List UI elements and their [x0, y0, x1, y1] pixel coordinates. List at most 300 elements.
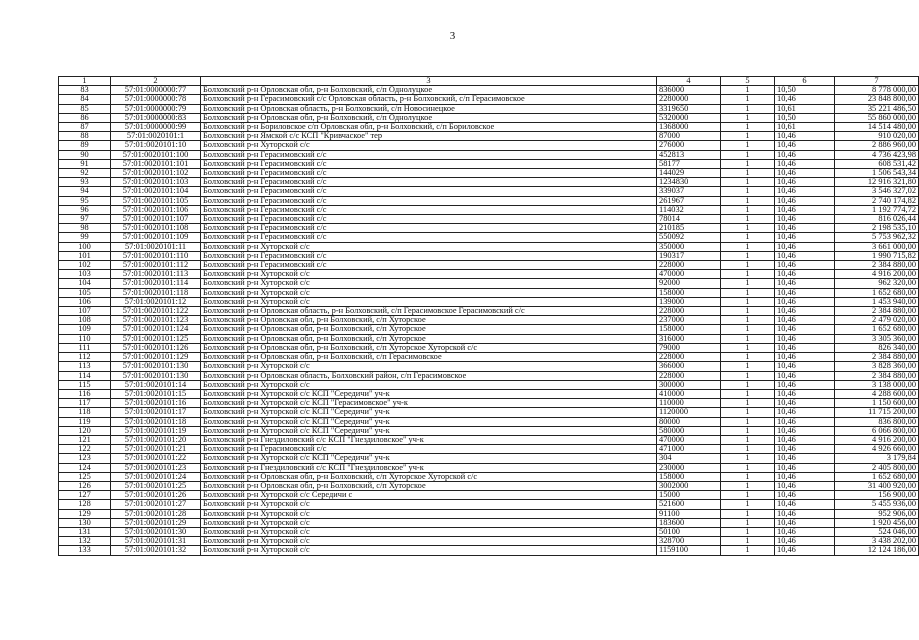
table-row — [59, 454, 919, 463]
row-number: 114 — [59, 371, 111, 380]
column-header: 7 — [835, 77, 919, 86]
count-value: 1 — [721, 132, 775, 141]
rate-value: 10,46 — [775, 205, 835, 214]
row-number: 119 — [59, 417, 111, 426]
cost-value: 1 453 940,00 — [835, 297, 919, 306]
count-value: 1 — [721, 435, 775, 444]
cadastral-number: 57:01:0020101:12 — [111, 297, 201, 306]
cost-value: 4 288 600,00 — [835, 389, 919, 398]
cadastral-number: 57:01:0000000:99 — [111, 123, 201, 132]
count-value: 1 — [721, 417, 775, 426]
cadastral-number: 57:01:0020101:118 — [111, 288, 201, 297]
rate-value: 10,50 — [775, 113, 835, 122]
area-value: 237000 — [657, 316, 721, 325]
row-number: 123 — [59, 454, 111, 463]
cost-value: 2 479 020,00 — [835, 316, 919, 325]
rate-value: 10,46 — [775, 500, 835, 509]
area-value: 139000 — [657, 297, 721, 306]
count-value: 1 — [721, 518, 775, 527]
count-value: 1 — [721, 242, 775, 251]
row-number: 115 — [59, 380, 111, 389]
location-address: Болховский р-н Герасимовский с/с — [201, 169, 657, 178]
cost-value: 6 066 800,00 — [835, 426, 919, 435]
location-address: Болховский р-н Герасимовский с/с — [201, 196, 657, 205]
cadastral-number: 57:01:0020101:18 — [111, 417, 201, 426]
row-number: 83 — [59, 86, 111, 95]
cadastral-number: 57:01:0020101:29 — [111, 518, 201, 527]
area-value: 550092 — [657, 233, 721, 242]
area-value: 80000 — [657, 417, 721, 426]
count-value: 1 — [721, 491, 775, 500]
cadastral-number: 57:01:0020101:14 — [111, 380, 201, 389]
count-value: 1 — [721, 288, 775, 297]
area-value: 190317 — [657, 251, 721, 260]
row-number: 87 — [59, 123, 111, 132]
location-address: Болховский р-н Орловская обл, р-н Болховский, с/п Герасимовское — [201, 353, 657, 362]
rate-value: 10,46 — [775, 491, 835, 500]
row-number: 88 — [59, 132, 111, 141]
location-address: Болховский р-н Хуторской с/с — [201, 527, 657, 536]
count-value: 1 — [721, 307, 775, 316]
area-value: 5320000 — [657, 113, 721, 122]
cost-value: 1 150 600,00 — [835, 399, 919, 408]
cost-value: 826 340,00 — [835, 343, 919, 352]
cadastral-number: 57:01:0020101:11 — [111, 242, 201, 251]
cost-value: 910 020,00 — [835, 132, 919, 141]
location-address: Болховский р-н Гнездиловский с/с КСП "Гнездиловское" уч-к — [201, 435, 657, 444]
area-value: 114032 — [657, 205, 721, 214]
location-address: Болховский р-н Орловская обл, р-н Болховский, с/п Хуторское — [201, 316, 657, 325]
rate-value: 10,46 — [775, 353, 835, 362]
location-address: Болховский р-н Хуторской с/с КСП "Середичи" уч-к — [201, 454, 657, 463]
area-value: 158000 — [657, 325, 721, 334]
cadastral-number: 57:01:0020101:1 — [111, 132, 201, 141]
rate-value: 10,46 — [775, 481, 835, 490]
cadastral-number: 57:01:0020101:112 — [111, 261, 201, 270]
rate-value: 10,46 — [775, 242, 835, 251]
location-address: Болховский р-н Хуторской с/с — [201, 500, 657, 509]
cost-value: 2 198 535,10 — [835, 224, 919, 233]
rate-value: 10,46 — [775, 288, 835, 297]
location-address: Болховский р-н Хуторской с/с — [201, 537, 657, 546]
rate-value: 10,46 — [775, 445, 835, 454]
cost-value: 23 848 800,00 — [835, 95, 919, 104]
cadastral-number: 57:01:0020101:129 — [111, 353, 201, 362]
location-address: Болховский р-н Хуторской с/с КСП "Середичи" уч-к — [201, 408, 657, 417]
rate-value: 10,46 — [775, 270, 835, 279]
table-row — [59, 187, 919, 196]
cadastral-number: 57:01:0020101:102 — [111, 169, 201, 178]
rate-value: 10,46 — [775, 472, 835, 481]
column-header: 4 — [657, 77, 721, 86]
cadastral-number: 57:01:0020101:21 — [111, 445, 201, 454]
cadastral-number: 57:01:0020101:20 — [111, 435, 201, 444]
cost-value: 1 652 680,00 — [835, 325, 919, 334]
table-row — [59, 279, 919, 288]
cost-value: 1 990 715,82 — [835, 251, 919, 260]
rate-value: 10,46 — [775, 316, 835, 325]
row-number: 91 — [59, 159, 111, 168]
count-value: 1 — [721, 463, 775, 472]
location-address: Болховский р-н Орловская обл, р-н Болховский, с/п Хуторское Хуторской с/с — [201, 343, 657, 352]
area-value: 470000 — [657, 270, 721, 279]
rate-value: 10,46 — [775, 150, 835, 159]
row-number: 120 — [59, 426, 111, 435]
cost-value: 3 138 000,00 — [835, 380, 919, 389]
cadastral-number: 57:01:0020101:124 — [111, 325, 201, 334]
row-number: 98 — [59, 224, 111, 233]
cost-value: 4 926 660,00 — [835, 445, 919, 454]
cadastral-number: 57:01:0020101:19 — [111, 426, 201, 435]
area-value: 836000 — [657, 86, 721, 95]
cadastral-number: 57:01:0020101:114 — [111, 279, 201, 288]
cadastral-number: 57:01:0020101:106 — [111, 205, 201, 214]
rate-value: 10,46 — [775, 509, 835, 518]
cost-value: 35 221 486,50 — [835, 104, 919, 113]
table-row — [59, 95, 919, 104]
location-address: Болховский р-н Бориловское с/п Орловская обл, р-н Болховский, с/п Бориловское — [201, 123, 657, 132]
cost-value: 4 916 200,00 — [835, 435, 919, 444]
row-number: 106 — [59, 297, 111, 306]
row-number: 95 — [59, 196, 111, 205]
rate-value: 10,46 — [775, 463, 835, 472]
location-address: Болховский р-н Герасимовский с/с — [201, 159, 657, 168]
row-number: 86 — [59, 113, 111, 122]
cost-value: 3 438 202,00 — [835, 537, 919, 546]
location-address: Болховский р-н Хуторской с/с — [201, 297, 657, 306]
location-address: Болховский р-н Хуторской с/с — [201, 362, 657, 371]
location-address: Болховский р-н Ямской с/с КСП "Кривчаское" тер — [201, 132, 657, 141]
rate-value: 10,46 — [775, 537, 835, 546]
rate-value: 10,46 — [775, 426, 835, 435]
count-value: 1 — [721, 399, 775, 408]
count-value: 1 — [721, 362, 775, 371]
row-number: 122 — [59, 445, 111, 454]
cost-value: 11 715 200,00 — [835, 408, 919, 417]
location-address: Болховский р-н Орловская обл, р-н Болховский, с/п Хуторское — [201, 334, 657, 343]
location-address: Болховский р-н Орловская область, Болховский район, с/п Герасимовское — [201, 371, 657, 380]
cost-value: 14 514 480,00 — [835, 123, 919, 132]
location-address: Болховский р-н Герасимовский с/с — [201, 150, 657, 159]
cost-value: 3 305 360,00 — [835, 334, 919, 343]
row-number: 108 — [59, 316, 111, 325]
location-address: Болховский р-н Гнездиловский с/с КСП "Гнездиловское" уч-к — [201, 463, 657, 472]
row-number: 131 — [59, 527, 111, 536]
table-row — [59, 288, 919, 297]
area-value: 228000 — [657, 261, 721, 270]
cost-value: 4 736 423,98 — [835, 150, 919, 159]
rate-value: 10,46 — [775, 178, 835, 187]
rate-value: 10,46 — [775, 132, 835, 141]
location-address: Болховский р-н Хуторской с/с — [201, 518, 657, 527]
column-header: 5 — [721, 77, 775, 86]
table-row — [59, 362, 919, 371]
cadastral-number: 57:01:0020101:30 — [111, 527, 201, 536]
row-number: 97 — [59, 215, 111, 224]
area-value: 1120000 — [657, 408, 721, 417]
area-value: 261967 — [657, 196, 721, 205]
count-value: 1 — [721, 527, 775, 536]
rate-value: 10,46 — [775, 279, 835, 288]
cost-value: 524 046,00 — [835, 527, 919, 536]
row-number: 117 — [59, 399, 111, 408]
rate-value: 10,61 — [775, 104, 835, 113]
cadastral-number: 57:01:0020101:27 — [111, 500, 201, 509]
cost-value: 2 740 174,82 — [835, 196, 919, 205]
cost-value: 5 753 962,32 — [835, 233, 919, 242]
cost-value: 12 124 186,00 — [835, 546, 919, 555]
location-address: Болховский р-н Герасимовский с/с — [201, 251, 657, 260]
area-value: 471000 — [657, 445, 721, 454]
cadastral-number: 57:01:0020101:104 — [111, 187, 201, 196]
rate-value: 10,46 — [775, 334, 835, 343]
count-value: 1 — [721, 150, 775, 159]
table-row — [59, 233, 919, 242]
column-header: 6 — [775, 77, 835, 86]
rate-value: 10,46 — [775, 141, 835, 150]
location-address: Болховский р-н Хуторской с/с — [201, 509, 657, 518]
cadastral-number: 57:01:0020101:22 — [111, 454, 201, 463]
rate-value: 10,46 — [775, 307, 835, 316]
cost-value: 12 916 321,80 — [835, 178, 919, 187]
cost-value: 31 400 920,00 — [835, 481, 919, 490]
row-number: 125 — [59, 472, 111, 481]
row-number: 129 — [59, 509, 111, 518]
cost-value: 608 531,42 — [835, 159, 919, 168]
cost-value: 3 661 000,00 — [835, 242, 919, 251]
area-value: 15000 — [657, 491, 721, 500]
cost-value: 3 546 327,02 — [835, 187, 919, 196]
row-number: 124 — [59, 463, 111, 472]
cadastral-number: 57:01:0020101:107 — [111, 215, 201, 224]
area-value: 87000 — [657, 132, 721, 141]
rate-value: 10,50 — [775, 86, 835, 95]
count-value: 1 — [721, 233, 775, 242]
location-address: Болховский р-н Орловская область, р-н Болховский, с/п Новосинецкое — [201, 104, 657, 113]
cadastral-number: 57:01:0020101:130 — [111, 371, 201, 380]
location-address: Болховский р-н Герасимовский с/с — [201, 205, 657, 214]
cadastral-number: 57:01:0000000:79 — [111, 104, 201, 113]
cost-value: 836 800,00 — [835, 417, 919, 426]
count-value: 1 — [721, 472, 775, 481]
location-address: Болховский р-н Герасимовский с/с — [201, 224, 657, 233]
area-value: 521600 — [657, 500, 721, 509]
row-number: 130 — [59, 518, 111, 527]
table-row — [59, 104, 919, 113]
cost-value: 816 026,44 — [835, 215, 919, 224]
count-value: 1 — [721, 178, 775, 187]
count-value: 1 — [721, 95, 775, 104]
area-value: 228000 — [657, 307, 721, 316]
rate-value: 10,46 — [775, 224, 835, 233]
row-number: 111 — [59, 343, 111, 352]
count-value: 1 — [721, 187, 775, 196]
cadastral-number: 57:01:0020101:32 — [111, 546, 201, 555]
row-number: 104 — [59, 279, 111, 288]
count-value: 1 — [721, 334, 775, 343]
cadastral-number: 57:01:0020101:101 — [111, 159, 201, 168]
row-number: 109 — [59, 325, 111, 334]
cost-value: 1 652 680,00 — [835, 472, 919, 481]
location-address: Болховский р-н Хуторской с/с КСП "Середичи" уч-к — [201, 389, 657, 398]
rate-value: 10,46 — [775, 297, 835, 306]
cadastral-number: 57:01:0020101:10 — [111, 141, 201, 150]
cadastral-number: 57:01:0020101:130 — [111, 362, 201, 371]
rate-value: 10,46 — [775, 518, 835, 527]
rate-value: 10,46 — [775, 389, 835, 398]
count-value: 1 — [721, 481, 775, 490]
row-number: 121 — [59, 435, 111, 444]
row-number: 85 — [59, 104, 111, 113]
cost-value: 2 886 960,00 — [835, 141, 919, 150]
rate-value: 10,46 — [775, 408, 835, 417]
location-address: Болховский р-н Герасимовский с/с — [201, 261, 657, 270]
table-body — [59, 86, 919, 555]
rate-value: 10,46 — [775, 215, 835, 224]
area-value: 1159100 — [657, 546, 721, 555]
row-number: 133 — [59, 546, 111, 555]
area-value: 183600 — [657, 518, 721, 527]
cost-value: 1 920 456,00 — [835, 518, 919, 527]
count-value: 1 — [721, 104, 775, 113]
cadastral-number: 57:01:0020101:31 — [111, 537, 201, 546]
location-address: Болховский р-н Герасимовский с/с — [201, 233, 657, 242]
count-value: 1 — [721, 251, 775, 260]
area-value: 58177 — [657, 159, 721, 168]
row-number: 100 — [59, 242, 111, 251]
count-value: 1 — [721, 86, 775, 95]
count-value: 1 — [721, 279, 775, 288]
cost-value: 8 778 000,00 — [835, 86, 919, 95]
count-value: 1 — [721, 270, 775, 279]
cost-value: 55 860 000,00 — [835, 113, 919, 122]
area-value: 339037 — [657, 187, 721, 196]
cadastral-number: 57:01:0000000:83 — [111, 113, 201, 122]
area-value: 1234830 — [657, 178, 721, 187]
cadastral-number: 57:01:0020101:24 — [111, 472, 201, 481]
row-number: 132 — [59, 537, 111, 546]
location-address: Болховский р-н Хуторской с/с — [201, 242, 657, 251]
column-header: 2 — [111, 77, 201, 86]
cadastral-number: 57:01:0020101:17 — [111, 408, 201, 417]
count-value: 1 — [721, 408, 775, 417]
count-value: 1 — [721, 215, 775, 224]
rate-value: 10,46 — [775, 95, 835, 104]
row-number: 99 — [59, 233, 111, 242]
area-value: 2280000 — [657, 95, 721, 104]
cadastral-number: 57:01:0020101:15 — [111, 389, 201, 398]
row-number: 96 — [59, 205, 111, 214]
area-value: 328700 — [657, 537, 721, 546]
count-value: 1 — [721, 454, 775, 463]
count-value: 1 — [721, 113, 775, 122]
cadastral-number: 57:01:0020101:123 — [111, 316, 201, 325]
table-row — [59, 325, 919, 334]
count-value: 1 — [721, 169, 775, 178]
row-number: 127 — [59, 491, 111, 500]
area-value: 580000 — [657, 426, 721, 435]
area-value: 410000 — [657, 389, 721, 398]
cost-value: 962 320,00 — [835, 279, 919, 288]
area-value: 144029 — [657, 169, 721, 178]
area-value: 210185 — [657, 224, 721, 233]
row-number: 107 — [59, 307, 111, 316]
area-value: 79000 — [657, 343, 721, 352]
table-row — [59, 500, 919, 509]
rate-value: 10,46 — [775, 380, 835, 389]
location-address: Болховский р-н Орловская область, р-н Болховский, с/п Герасимовское Герасимовский с/с — [201, 307, 657, 316]
area-value: 3002000 — [657, 481, 721, 490]
area-value: 304 — [657, 454, 721, 463]
area-value: 228000 — [657, 371, 721, 380]
area-value: 1368000 — [657, 123, 721, 132]
cost-value: 4 916 200,00 — [835, 270, 919, 279]
count-value: 1 — [721, 205, 775, 214]
location-address: Болховский р-н Хуторской с/с КСП "Середичи" уч-к — [201, 426, 657, 435]
count-value: 1 — [721, 500, 775, 509]
count-value: 1 — [721, 224, 775, 233]
cost-value: 3 179,84 — [835, 454, 919, 463]
rate-value: 10,46 — [775, 417, 835, 426]
row-number: 116 — [59, 389, 111, 398]
area-value: 78014 — [657, 215, 721, 224]
area-value: 91100 — [657, 509, 721, 518]
table-row — [59, 196, 919, 205]
area-value: 110000 — [657, 399, 721, 408]
land-plot-table — [58, 76, 919, 556]
area-value: 158000 — [657, 288, 721, 297]
cadastral-number: 57:01:0020101:109 — [111, 233, 201, 242]
table-row — [59, 546, 919, 555]
rate-value: 10,46 — [775, 169, 835, 178]
count-value: 1 — [721, 325, 775, 334]
cadastral-number: 57:01:0000000:77 — [111, 86, 201, 95]
area-value: 158000 — [657, 472, 721, 481]
location-address: Болховский р-н Хуторской с/с Середичи с — [201, 491, 657, 500]
area-value: 350000 — [657, 242, 721, 251]
cadastral-number: 57:01:0020101:122 — [111, 307, 201, 316]
location-address: Болховский р-н Хуторской с/с КСП "Герасимовское" уч-к — [201, 399, 657, 408]
cost-value: 5 455 936,00 — [835, 500, 919, 509]
cost-value: 3 828 360,00 — [835, 362, 919, 371]
cost-value: 1 506 543,34 — [835, 169, 919, 178]
table-row — [59, 242, 919, 251]
cost-value: 2 384 880,00 — [835, 307, 919, 316]
count-value: 1 — [721, 343, 775, 352]
row-number: 101 — [59, 251, 111, 260]
cost-value: 2 384 880,00 — [835, 353, 919, 362]
cadastral-number: 57:01:0020101:125 — [111, 334, 201, 343]
area-value: 92000 — [657, 279, 721, 288]
cadastral-number: 57:01:0020101:105 — [111, 196, 201, 205]
cadastral-number: 57:01:0020101:126 — [111, 343, 201, 352]
cadastral-number: 57:01:0020101:103 — [111, 178, 201, 187]
rate-value: 10,46 — [775, 325, 835, 334]
count-value: 1 — [721, 380, 775, 389]
table-row — [59, 150, 919, 159]
cadastral-number: 57:01:0020101:108 — [111, 224, 201, 233]
location-address: Болховский р-н Орловская обл, р-н Болховский, с/п Однолуцкое — [201, 86, 657, 95]
row-number: 118 — [59, 408, 111, 417]
area-value: 3319650 — [657, 104, 721, 113]
row-number: 113 — [59, 362, 111, 371]
rate-value: 10,46 — [775, 187, 835, 196]
rate-value: 10,46 — [775, 196, 835, 205]
area-value: 276000 — [657, 141, 721, 150]
location-address: Болховский р-н Орловская обл, р-н Болховский, с/п Однолуцкое — [201, 113, 657, 122]
count-value: 1 — [721, 261, 775, 270]
rate-value: 10,46 — [775, 251, 835, 260]
